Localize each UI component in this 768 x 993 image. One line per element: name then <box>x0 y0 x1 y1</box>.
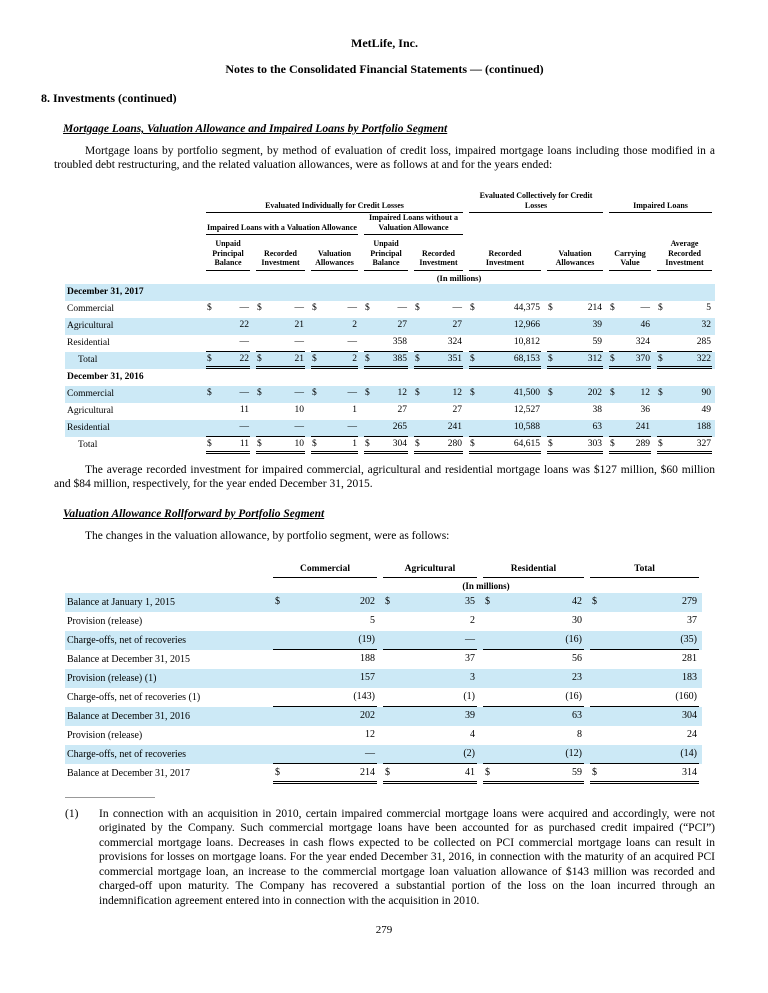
dollar-sign: $ <box>470 387 475 398</box>
dollar-sign: $ <box>275 766 280 778</box>
cell-value: 12,527 <box>513 404 540 415</box>
cell-value: (16) <box>480 631 587 650</box>
dollar-sign: $ <box>312 353 317 364</box>
company-title: MetLife, Inc. <box>351 36 418 50</box>
cell-value: 27 <box>361 318 411 335</box>
cell-value: 63 <box>544 420 606 437</box>
cell-value: 3 <box>380 669 480 688</box>
dollar-sign: $ <box>365 438 370 449</box>
row-label: Agricultural <box>67 406 114 416</box>
cell-value: 304 <box>587 707 702 726</box>
column-header: Agricultural <box>380 564 480 578</box>
valuation-allowance-rollforward-table <box>65 564 702 784</box>
cell-value: 12,966 <box>466 318 544 335</box>
row-label: Total <box>78 440 98 450</box>
row-label: Residential <box>65 420 203 437</box>
cell-value: 4 <box>470 728 475 740</box>
column-header: Recorded Investment <box>253 235 308 271</box>
dollar-sign: $ <box>275 595 280 607</box>
cell-value: $ 35 <box>380 593 480 612</box>
table-row <box>65 403 715 420</box>
cell-value: $ 289 <box>606 437 654 454</box>
cell-value: 38 <box>592 404 602 415</box>
cell-value: $ 90 <box>654 386 715 403</box>
table-row <box>65 612 702 631</box>
cell-value: $ 2 <box>308 352 361 369</box>
cell-value: $ 22 <box>203 352 253 369</box>
cell-value: 46 <box>606 318 654 335</box>
subheading-rollforward: Valuation Allowance Rollforward by Portfolio Segment <box>63 507 325 520</box>
dollar-sign: $ <box>385 766 390 778</box>
column-header: Recorded Investment <box>411 235 466 271</box>
cell-value: 188 <box>654 420 715 437</box>
cell-value: 32 <box>654 318 715 335</box>
row-label: Provision (release) <box>67 729 143 741</box>
column-header: Valuation Allowances <box>308 235 361 271</box>
cell-value: (12) <box>480 745 587 764</box>
dollar-sign: $ <box>257 353 262 364</box>
cell-value: (143) <box>270 688 380 707</box>
cell-value: 27 <box>397 404 407 415</box>
subheading-mortgage-loans: Mortgage Loans, Valuation Allowance and Impaired Loans by Portfolio Segment <box>63 123 448 135</box>
table-row <box>65 726 702 745</box>
cell-value: $ 1 <box>308 437 361 454</box>
date-header-row <box>65 284 715 301</box>
cell-value: $ 202 <box>544 386 606 403</box>
date-label: December 31, 2017 <box>65 284 715 301</box>
impaired-loans-table <box>65 191 715 454</box>
dollar-sign: $ <box>470 302 475 313</box>
table-row <box>65 593 702 612</box>
dollar-sign: $ <box>658 302 663 313</box>
dollar-sign: $ <box>415 387 420 398</box>
cell-value: $ — <box>203 386 253 403</box>
dollar-sign: $ <box>592 595 597 607</box>
cell-value: — <box>308 420 361 437</box>
cell-value: $ 12 <box>606 386 654 403</box>
cell-value: — <box>270 745 380 764</box>
table-row <box>65 420 715 437</box>
cell-value: $ 312 <box>544 352 606 369</box>
dollar-sign: $ <box>365 302 370 313</box>
cell-value: 241 <box>606 420 654 437</box>
cell-value: $ 280 <box>411 437 466 454</box>
cell-value: 10,588 <box>466 420 544 437</box>
cell-value: $ — <box>257 302 304 313</box>
dollar-sign: $ <box>415 438 420 449</box>
column-header: Commercial <box>270 564 380 578</box>
cell-value: 241 <box>411 420 466 437</box>
cell-value: $ 68,153 <box>466 352 544 369</box>
units-note: (In millions) <box>436 272 482 283</box>
dollar-sign: $ <box>548 438 553 449</box>
cell-value: 324 <box>606 335 654 352</box>
cell-value: $ 12 <box>361 386 411 403</box>
cell-value: 39 <box>544 318 606 335</box>
cell-value: (1) <box>380 688 480 707</box>
units-note: (In millions) <box>462 580 510 591</box>
cell-value: $ 42 <box>480 593 587 612</box>
dollar-sign: $ <box>548 302 553 313</box>
cell-value: 37 <box>465 652 475 664</box>
footnote-1 <box>65 807 715 909</box>
row-label: Balance at December 31, 2016 <box>65 707 270 726</box>
cell-value: 183 <box>587 669 702 688</box>
cell-value: $ 44,375 <box>470 302 540 313</box>
dollar-sign: $ <box>548 387 553 398</box>
cell-value: 11 <box>239 404 249 415</box>
cell-value: 8 <box>577 728 582 740</box>
cell-value: 39 <box>380 707 480 726</box>
cell-value: $ — <box>365 302 407 313</box>
column-header: Valuation Allowances <box>544 235 606 271</box>
row-label: Commercial <box>65 386 203 403</box>
dollar-sign: $ <box>312 302 317 313</box>
column-header: Average Recorded Investment <box>654 235 715 271</box>
row-label: Total <box>65 352 203 369</box>
cell-value: 59 <box>544 335 606 352</box>
table-row <box>65 301 715 318</box>
cell-value: 202 <box>270 707 380 726</box>
cell-value: 24 <box>687 728 697 740</box>
cell-value: $ 385 <box>361 352 411 369</box>
cell-value: 10,812 <box>466 335 544 352</box>
row-label: Residential <box>67 338 110 348</box>
cell-value: $ 351 <box>411 352 466 369</box>
cell-value: 265 <box>361 420 411 437</box>
table-row <box>65 688 702 707</box>
footnote-text: In connection with an acquisition in 2010, certain impaired commercial mortgage loans were acquired and accordingly, were not originated by the Company. Such commercial mortgage loans have been accounted for as purchased credit impaired (“PCI”) commercial mortgage loans. Decreases in cash flows expected to be collected on PCI commercial mortgage loans can result in provisions for losses on mortgage loans. For the year ended December 31, 2016, in connection with the maturity of an acquired PCI commercial mortgage loan, an increase to the commercial mortgage loan valuation allowance of $143 million was recorded and charged-off upon maturity. The Company has recovered a substantial portion of the loss on the loan incurred through an indemnification agreement entered into in connection with the acquisition in 2010. <box>99 807 715 908</box>
row-label: Charge-offs, net of recoveries (1) <box>67 691 201 703</box>
cell-value: $ — <box>207 302 249 313</box>
dollar-sign: $ <box>312 387 317 398</box>
cell-value: $ 41 <box>380 764 480 784</box>
cell-value: 23 <box>480 669 587 688</box>
cell-value: 324 <box>411 335 466 352</box>
dollar-sign: $ <box>385 595 390 607</box>
dollar-sign: $ <box>365 387 370 398</box>
row-label: Charge-offs, net of recoveries <box>65 745 270 764</box>
dollar-sign: $ <box>207 438 212 449</box>
cell-value: $ 327 <box>654 437 715 454</box>
dollar-sign: $ <box>470 438 475 449</box>
dollar-sign: $ <box>485 766 490 778</box>
cell-value: $ — <box>308 386 361 403</box>
table-row <box>65 437 715 454</box>
cell-value: (35) <box>587 631 702 650</box>
section-heading: 8. Investments (continued) <box>41 91 177 105</box>
date-header-row <box>65 369 715 386</box>
cell-value: 2 <box>308 318 361 335</box>
cell-value: $ 64,615 <box>466 437 544 454</box>
cell-value: 30 <box>572 614 582 626</box>
cell-value: 63 <box>480 707 587 726</box>
cell-value: 358 <box>361 335 411 352</box>
cell-value: $ 11 <box>203 437 253 454</box>
rollforward-intro-paragraph: The changes in the valuation allowance, by portfolio segment, were as follows: <box>85 529 450 542</box>
cell-value: $ 5 <box>658 302 712 313</box>
cell-value: $ 10 <box>253 437 308 454</box>
column-header: Residential <box>480 564 587 578</box>
cell-value: 188 <box>360 652 375 664</box>
cell-value: 285 <box>654 335 715 352</box>
dollar-sign: $ <box>658 387 663 398</box>
page-number: 279 <box>375 924 393 936</box>
cell-value: — <box>253 420 308 437</box>
column-header: Recorded Investment <box>466 235 544 271</box>
cell-value: 36 <box>640 404 650 415</box>
column-header: Unpaid Principal Balance <box>203 235 253 271</box>
cell-value: (19) <box>270 631 380 650</box>
cell-value: 49 <box>701 404 712 415</box>
cell-value: — <box>308 335 361 352</box>
dollar-sign: $ <box>257 302 262 313</box>
cell-value: (2) <box>380 745 480 764</box>
date-label: December 31, 2016 <box>67 372 144 382</box>
dollar-sign: $ <box>610 438 615 449</box>
dollar-sign: $ <box>365 353 370 364</box>
cell-value: 21 <box>253 318 308 335</box>
cell-value: 281 <box>682 652 697 664</box>
row-label: Provision (release) (1) <box>65 669 270 688</box>
dollar-sign: $ <box>415 302 420 313</box>
row-label: Agricultural <box>65 318 203 335</box>
column-header: Total <box>587 564 702 578</box>
dollar-sign: $ <box>207 353 212 364</box>
cell-value: 22 <box>203 318 253 335</box>
cell-value: $ — <box>415 302 462 313</box>
dollar-sign: $ <box>610 353 615 364</box>
footnote-divider <box>65 797 155 798</box>
dollar-sign: $ <box>485 595 490 607</box>
dollar-sign: $ <box>312 438 317 449</box>
cell-value: 37 <box>687 614 697 626</box>
group-header: Evaluated Collectively for Credit Losses <box>466 191 606 213</box>
subgroup-header: Impaired Loans without a Valuation Allowance <box>361 213 466 235</box>
cell-value: 56 <box>572 652 582 664</box>
table-row <box>65 318 715 335</box>
dollar-sign: $ <box>658 438 663 449</box>
cell-value: (160) <box>587 688 702 707</box>
cell-value: $ — <box>312 302 357 313</box>
dollar-sign: $ <box>658 353 663 364</box>
column-header: Carrying Value <box>606 235 654 271</box>
dollar-sign: $ <box>592 766 597 778</box>
table-row <box>65 386 715 403</box>
cell-value: 1 <box>352 404 357 415</box>
dollar-sign: $ <box>610 387 615 398</box>
table-row <box>65 669 702 688</box>
table-row <box>65 335 715 352</box>
cell-value: 12 <box>365 728 375 740</box>
dollar-sign: $ <box>207 387 212 398</box>
group-header: Impaired Loans <box>606 191 715 213</box>
cell-value: $ — <box>610 302 650 313</box>
row-label: Provision (release) <box>67 615 143 627</box>
table-row <box>65 650 702 669</box>
table-row <box>65 707 702 726</box>
cell-value: — <box>203 420 253 437</box>
cell-value: $ 304 <box>361 437 411 454</box>
row-label: Commercial <box>67 304 114 314</box>
row-label: Charge-offs, net of recoveries <box>65 631 270 650</box>
intro-paragraph: Mortgage loans by portfolio segment, by method of evaluation of credit loss, impaired mortgage loans including those modified in a troubled debt restructuring, and the related valuation allowances, were as follows at and for the years ended: <box>54 145 715 171</box>
cell-value: $ 12 <box>411 386 466 403</box>
table-row <box>65 745 702 764</box>
cell-value: $ 322 <box>654 352 715 369</box>
dollar-sign: $ <box>415 353 420 364</box>
dollar-sign: $ <box>207 302 212 313</box>
cell-value: 157 <box>270 669 380 688</box>
cell-value: 10 <box>294 404 304 415</box>
dollar-sign: $ <box>610 302 615 313</box>
cell-value: $ 41,500 <box>466 386 544 403</box>
cell-value: $ — <box>253 386 308 403</box>
cell-value: 27 <box>452 404 462 415</box>
group-header: Evaluated Individually for Credit Losses <box>203 191 466 213</box>
row-label: Balance at January 1, 2015 <box>65 593 270 612</box>
cell-value: $ 303 <box>544 437 606 454</box>
table-row <box>65 352 715 369</box>
cell-value: — <box>203 335 253 352</box>
cell-value: 27 <box>411 318 466 335</box>
table-row <box>65 631 702 650</box>
average-investment-paragraph: The average recorded investment for impaired commercial, agricultural and residential mortgage loans was $127 million, $60 million and $84 million, respectively, for the year ended December 31, 2015. <box>54 463 715 490</box>
cell-value: $ 214 <box>270 764 380 784</box>
dollar-sign: $ <box>257 387 262 398</box>
cell-value: $ 21 <box>253 352 308 369</box>
cell-value: $ 314 <box>587 764 702 784</box>
cell-value: $ 214 <box>548 302 602 313</box>
table-row <box>65 764 702 784</box>
row-label: Balance at December 31, 2015 <box>67 653 191 665</box>
cell-value: (16) <box>480 688 587 707</box>
cell-value: $ 370 <box>606 352 654 369</box>
cell-value: $ 279 <box>587 593 702 612</box>
cell-value: 5 <box>370 614 375 626</box>
cell-value: (14) <box>587 745 702 764</box>
column-header: Unpaid Principal Balance <box>361 235 411 271</box>
document-subtitle: Notes to the Consolidated Financial Statements — (continued) <box>225 62 544 76</box>
cell-value: 2 <box>470 614 475 626</box>
row-label: Balance at December 31, 2017 <box>67 768 191 779</box>
cell-value: $ 59 <box>480 764 587 784</box>
dollar-sign: $ <box>470 353 475 364</box>
cell-value: — <box>253 335 308 352</box>
dollar-sign: $ <box>257 438 262 449</box>
footnote-marker: (1) <box>65 807 79 820</box>
subgroup-header: Impaired Loans with a Valuation Allowance <box>203 213 361 235</box>
dollar-sign: $ <box>548 353 553 364</box>
cell-value: — <box>380 631 480 650</box>
cell-value: $ 202 <box>270 593 380 612</box>
